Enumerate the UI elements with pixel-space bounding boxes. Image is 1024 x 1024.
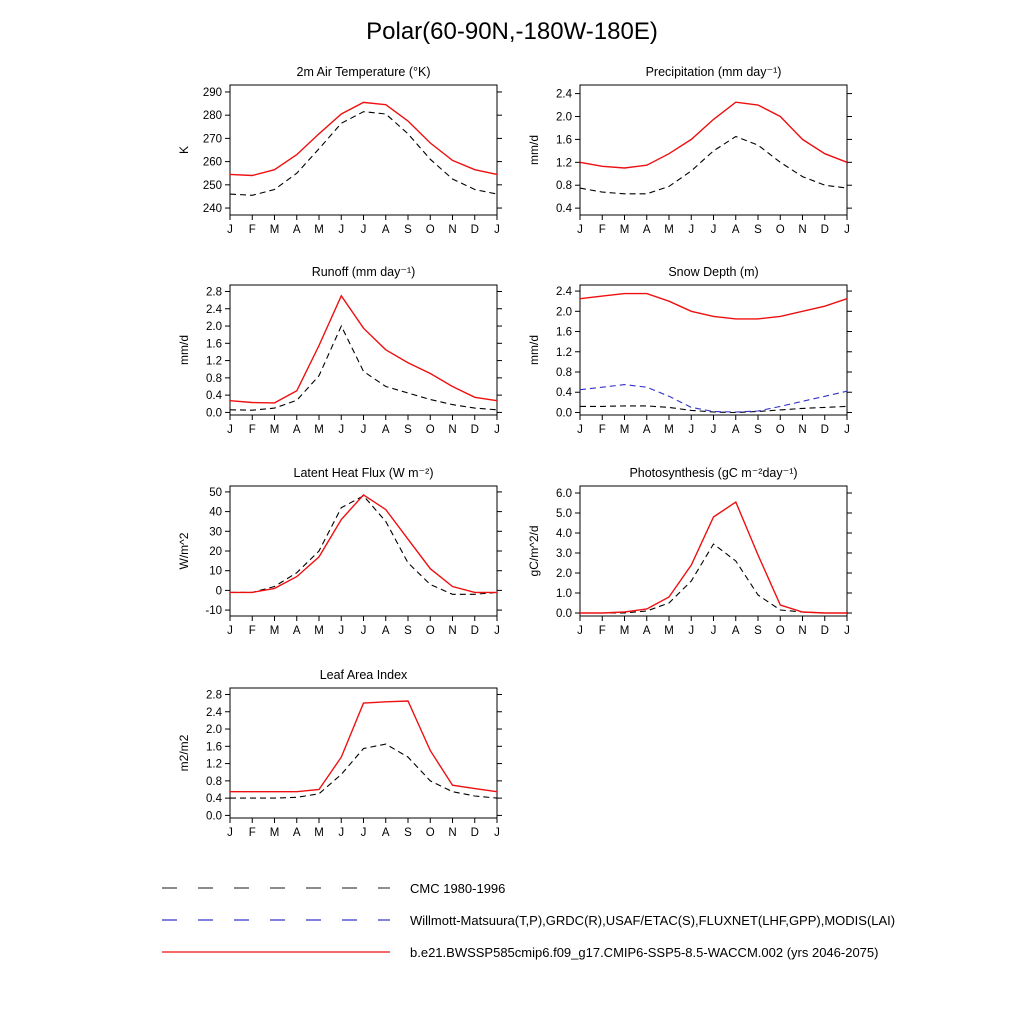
- x-tick-label: D: [820, 224, 829, 236]
- series-model_red_solid: [580, 294, 847, 319]
- plot-box: [580, 285, 847, 415]
- panel-title: Runoff (mm day⁻¹): [311, 265, 416, 279]
- legend-entry-model: [160, 944, 878, 960]
- series-obs_dashed_black: [230, 744, 497, 798]
- y-tick-label: 1.6: [556, 134, 572, 147]
- y-tick-label: 2.4: [556, 88, 572, 101]
- x-tick-label: F: [248, 827, 256, 839]
- y-tick-label: 0.0: [556, 608, 572, 620]
- chart-runoff: [168, 263, 518, 448]
- x-tick-label: J: [844, 625, 850, 637]
- y-tick-label: 2.0: [556, 568, 572, 580]
- x-tick-label: O: [775, 625, 785, 637]
- x-tick-label: A: [292, 424, 301, 436]
- x-tick-label: D: [470, 224, 479, 236]
- y-tick-label: 1.6: [556, 326, 572, 339]
- legend-label: b.e21.BWSSP585cmip6.f09_g17.CMIP6-SSP5-8.5-WACCM.002 (yrs 2046-2075): [410, 944, 879, 960]
- x-tick-label: A: [642, 625, 651, 637]
- x-tick-label: F: [598, 224, 606, 236]
- x-tick-label: A: [292, 625, 301, 637]
- y-tick-label: 2.0: [556, 111, 572, 124]
- y-tick-label: 3.0: [556, 548, 572, 560]
- y-tick-label: 290: [202, 86, 222, 99]
- x-tick-label: J: [338, 625, 345, 637]
- y-axis-label: gC/m^2/d: [527, 525, 541, 577]
- chart-snow-depth: [518, 263, 868, 448]
- x-tick-label: J: [844, 224, 850, 236]
- y-tick-label: 2.0: [206, 321, 222, 334]
- chart-leaf-area-index: [168, 666, 518, 851]
- x-tick-label: M: [619, 224, 630, 236]
- y-tick-label: 2.8: [206, 689, 222, 702]
- y-tick-label: 10: [209, 565, 222, 578]
- y-tick-label: 1.2: [206, 355, 222, 368]
- x-tick-label: M: [314, 625, 324, 637]
- panel-title: Precipitation (mm day⁻¹): [645, 65, 782, 79]
- y-tick-label: 1.6: [206, 338, 222, 351]
- x-tick-label: S: [754, 424, 762, 436]
- x-tick-label: S: [404, 224, 412, 236]
- x-tick-label: N: [448, 827, 457, 839]
- series-obs_dashed_black: [580, 406, 847, 413]
- y-tick-label: 1.2: [206, 758, 222, 771]
- y-tick-label: 1.6: [206, 741, 222, 754]
- panel-title: Leaf Area Index: [319, 668, 408, 682]
- legend-line-solid-red-icon: [160, 946, 392, 958]
- y-tick-label: 50: [209, 486, 222, 499]
- x-tick-label: M: [664, 625, 674, 637]
- series-model_red_solid: [230, 296, 497, 403]
- chart-svg: [518, 263, 868, 448]
- y-tick-label: 280: [202, 110, 222, 123]
- x-tick-label: O: [425, 424, 435, 436]
- x-tick-label: J: [577, 625, 583, 637]
- plot-box: [230, 486, 497, 616]
- series-obs_dashed_black: [580, 137, 847, 194]
- x-tick-label: O: [425, 827, 435, 839]
- x-tick-label: J: [360, 827, 367, 839]
- y-tick-label: 2.4: [206, 303, 222, 316]
- x-tick-label: M: [664, 224, 674, 236]
- chart-svg: [518, 63, 868, 248]
- x-tick-label: M: [664, 424, 674, 436]
- y-tick-label: 0.8: [556, 180, 572, 193]
- legend-label: Willmott-Matsuura(T,P),GRDC(R),USAF/ETAC(S),FLUXNET(LHF,GPP),MODIS(LAI): [410, 912, 896, 928]
- x-tick-label: J: [577, 224, 583, 236]
- x-tick-label: O: [425, 625, 435, 637]
- series-model_red_solid: [230, 701, 497, 792]
- y-tick-label: 2.0: [206, 724, 222, 737]
- y-tick-label: 0: [215, 585, 222, 598]
- x-tick-label: J: [360, 424, 367, 436]
- x-tick-label: J: [710, 224, 717, 236]
- series-model_red_solid: [580, 102, 847, 168]
- panel-title: 2m Air Temperature (°K): [296, 65, 431, 79]
- x-tick-label: O: [425, 224, 435, 236]
- y-tick-label: 0.0: [206, 810, 222, 823]
- x-tick-label: D: [470, 827, 479, 839]
- series-obs_dashed_black: [230, 496, 497, 595]
- y-tick-label: 0.0: [206, 407, 222, 420]
- series-obs_dashed_black: [230, 326, 497, 410]
- x-tick-label: D: [470, 625, 479, 637]
- y-axis-label: m2/m2: [177, 734, 191, 772]
- x-tick-label: J: [710, 424, 717, 436]
- y-tick-label: 0.4: [556, 387, 572, 400]
- x-tick-label: O: [775, 424, 785, 436]
- x-tick-label: M: [269, 827, 280, 839]
- x-tick-label: S: [404, 625, 412, 637]
- y-axis-label: mm/d: [527, 135, 541, 165]
- legend-line-dashed-blue-icon: [160, 914, 392, 926]
- x-tick-label: A: [381, 224, 390, 236]
- x-tick-label: D: [470, 424, 479, 436]
- x-tick-label: J: [338, 224, 345, 236]
- x-tick-label: S: [404, 827, 412, 839]
- chart-svg: [518, 464, 868, 649]
- plot-box: [230, 85, 497, 215]
- panel-title: Snow Depth (m): [668, 265, 759, 279]
- x-tick-label: J: [360, 625, 367, 637]
- x-tick-label: A: [381, 827, 390, 839]
- x-tick-label: M: [314, 224, 324, 236]
- series-model_red_solid: [580, 502, 847, 613]
- legend-line-dashed-black-icon: [160, 882, 392, 894]
- series-model_red_solid: [230, 102, 497, 175]
- x-tick-label: F: [248, 424, 256, 436]
- series-obs_dashed_blue: [580, 385, 847, 412]
- chart-svg: [168, 464, 518, 649]
- x-tick-label: A: [381, 424, 390, 436]
- x-tick-label: A: [731, 424, 740, 436]
- x-tick-label: J: [338, 827, 345, 839]
- y-tick-label: 2.4: [556, 286, 572, 299]
- y-axis-label: mm/d: [527, 335, 541, 365]
- plot-box: [580, 85, 847, 215]
- x-tick-label: J: [688, 424, 695, 436]
- y-tick-label: 5.0: [556, 508, 572, 520]
- y-tick-label: 250: [202, 179, 222, 192]
- y-tick-label: 1.2: [556, 157, 572, 170]
- series-obs_dashed_black: [580, 544, 847, 613]
- plot-box: [580, 486, 847, 616]
- y-tick-label: 270: [202, 133, 222, 146]
- chart-svg: [168, 666, 518, 851]
- x-tick-label: N: [448, 424, 457, 436]
- legend-entry-cmc: [160, 880, 505, 896]
- x-tick-label: J: [710, 625, 717, 637]
- y-tick-label: 0.4: [556, 203, 572, 216]
- x-tick-label: F: [248, 224, 256, 236]
- y-tick-label: 0.8: [206, 775, 222, 788]
- x-tick-label: A: [292, 827, 301, 839]
- x-tick-label: M: [619, 625, 630, 637]
- x-tick-label: A: [642, 224, 651, 236]
- x-tick-label: J: [360, 224, 367, 236]
- chart-precipitation: [518, 63, 868, 248]
- y-tick-label: 2.4: [206, 706, 222, 719]
- series-obs_dashed_black: [230, 112, 497, 196]
- x-tick-label: N: [448, 625, 457, 637]
- figure-title: Polar(60-90N,-180W-180E): [366, 18, 658, 45]
- y-tick-label: 240: [202, 203, 222, 216]
- plot-box: [230, 285, 497, 415]
- x-tick-label: J: [227, 224, 233, 236]
- x-tick-label: A: [731, 224, 740, 236]
- x-tick-label: F: [598, 424, 606, 436]
- y-tick-label: 6.0: [556, 488, 572, 500]
- x-tick-label: A: [381, 625, 390, 637]
- chart-2m-air-temperature: [168, 63, 518, 248]
- y-axis-label: W/m^2: [177, 532, 191, 570]
- x-tick-label: A: [731, 625, 740, 637]
- x-tick-label: D: [820, 424, 829, 436]
- y-tick-label: 2.0: [556, 306, 572, 319]
- chart-svg: [168, 263, 518, 448]
- x-tick-label: J: [494, 424, 500, 436]
- y-tick-label: 4.0: [556, 528, 572, 540]
- y-axis-label: K: [177, 145, 191, 155]
- y-tick-label: 0.8: [206, 372, 222, 385]
- x-tick-label: A: [292, 224, 301, 236]
- x-tick-label: J: [494, 224, 500, 236]
- y-tick-label: 1.2: [556, 346, 572, 359]
- x-tick-label: N: [448, 224, 457, 236]
- x-tick-label: J: [688, 625, 695, 637]
- x-tick-label: J: [227, 827, 233, 839]
- x-tick-label: N: [798, 625, 807, 637]
- x-tick-label: S: [404, 424, 412, 436]
- y-tick-label: 1.0: [556, 588, 572, 600]
- x-tick-label: J: [688, 224, 695, 236]
- chart-photosynthesis: [518, 464, 868, 649]
- y-tick-label: -10: [205, 605, 222, 618]
- y-tick-label: 0.4: [206, 390, 222, 403]
- x-tick-label: F: [248, 625, 256, 637]
- x-tick-label: J: [844, 424, 850, 436]
- x-tick-label: M: [314, 424, 324, 436]
- x-tick-label: D: [820, 625, 829, 637]
- x-tick-label: M: [314, 827, 324, 839]
- x-tick-label: J: [338, 424, 345, 436]
- y-tick-label: 0.4: [206, 793, 222, 806]
- x-tick-label: M: [619, 424, 630, 436]
- x-tick-label: J: [494, 625, 500, 637]
- y-tick-label: 2.8: [206, 286, 222, 299]
- chart-latent-heat-flux: [168, 464, 518, 649]
- x-tick-label: S: [754, 625, 762, 637]
- panel-title: Photosynthesis (gC m⁻²day⁻¹): [629, 466, 798, 480]
- x-tick-label: N: [798, 424, 807, 436]
- y-axis-label: mm/d: [177, 335, 191, 365]
- y-tick-label: 0.8: [556, 367, 572, 380]
- y-tick-label: 260: [202, 156, 222, 169]
- y-tick-label: 20: [209, 546, 222, 558]
- y-tick-label: 40: [209, 506, 222, 519]
- x-tick-label: N: [798, 224, 807, 236]
- y-tick-label: 0.0: [556, 407, 572, 420]
- legend-label: CMC 1980-1996: [410, 880, 506, 896]
- series-model_red_solid: [230, 495, 497, 593]
- x-tick-label: S: [754, 224, 762, 236]
- x-tick-label: F: [598, 625, 606, 637]
- x-tick-label: O: [775, 224, 785, 236]
- panel-title: Latent Heat Flux (W m⁻²): [293, 466, 434, 480]
- x-tick-label: M: [269, 424, 280, 436]
- x-tick-label: J: [227, 625, 233, 637]
- x-tick-label: M: [269, 625, 280, 637]
- x-tick-label: A: [642, 424, 651, 436]
- x-tick-label: M: [269, 224, 280, 236]
- y-tick-label: 30: [209, 526, 222, 539]
- legend-entry-obs: [160, 912, 895, 928]
- x-tick-label: J: [227, 424, 233, 436]
- x-tick-label: J: [577, 424, 583, 436]
- chart-svg: [168, 63, 518, 248]
- x-tick-label: J: [494, 827, 500, 839]
